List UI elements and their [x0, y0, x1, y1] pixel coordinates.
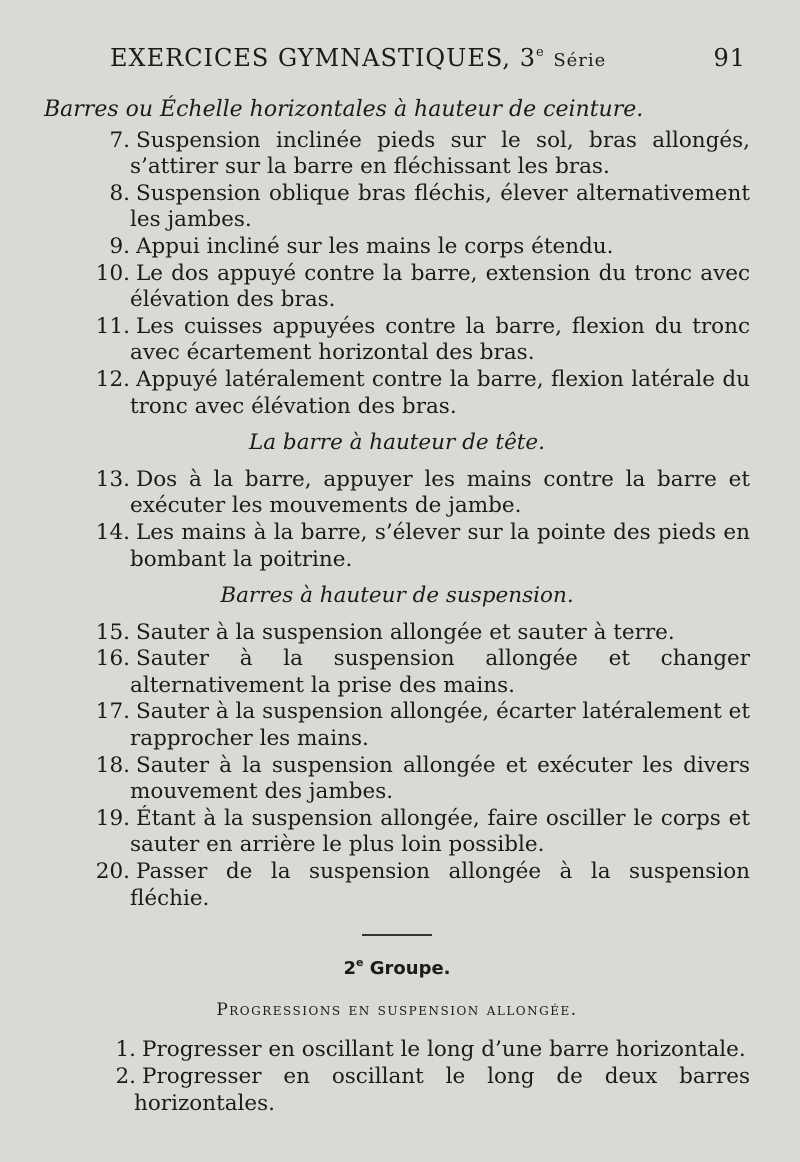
page-number: 91 [713, 44, 746, 72]
group-heading: 2e Groupe. [343, 956, 451, 980]
exercise-item: 18. Sauter à la suspension allongée et exécuter les divers mouvement des jambes. [95, 752, 750, 805]
exercise-list-ceinture [44, 128, 750, 421]
exercise-item: 7. Suspension inclinée pieds sur le sol, bras allongés, s’attirer sur la barre en fléchissant les bras. [109, 127, 750, 180]
progression-list [44, 1037, 750, 1117]
exercise-list-suspension [44, 620, 750, 913]
page-content [44, 97, 750, 1117]
exercise-item: 10. Le dos appuyé contre la barre, extension du tronc avec élévation des bras. [95, 260, 750, 313]
exercise-item: 19. Étant à la suspension allongée, faire osciller le corps et sauter en arrière le plus loin possible. [95, 805, 750, 858]
serie-label: Série [553, 50, 607, 71]
exercise-item: 17. Sauter à la suspension allongée, écarter latéralement et rapprocher les mains. [95, 699, 750, 752]
exercise-item: 16. Sauter à la suspension allongée et changer alternativement la prise des mains. [95, 646, 750, 698]
section-title-suspension: Barres à hauteur de suspension. [220, 583, 574, 609]
section-title-ceinture: Barres ou Échelle horizontales à hauteur de ceinture. [44, 97, 644, 122]
section-divider [362, 934, 432, 936]
exercise-item: 13. Dos à la barre, appuyer les mains contre la barre et exécuter les mouvements de jambe. [95, 466, 750, 519]
exercise-list-tete [44, 467, 750, 573]
exercise-item: 20. Passer de la suspension allongée à la suspension fléchie. [95, 859, 750, 911]
exercise-item: 15. Sauter à la suspension allongée et sauter à terre. [95, 619, 675, 645]
exercise-item: 12. Appuyé latéralement contre la barre, flexion latérale du tronc avec élévation des bras. [95, 366, 750, 419]
exercise-item: 9. Appui incliné sur les mains le corps étendu. [109, 233, 614, 259]
progression-item: 1. Progresser en oscillant le long d’une barre horizontale. [115, 1037, 746, 1063]
section-title-tete: La barre à hauteur de tête. [249, 430, 545, 456]
exercise-item: 8. Suspension oblique bras fléchis, élever alternativement les jambes. [109, 180, 750, 233]
running-title: EXERCICES GYMNASTIQUES, 3e Série [110, 44, 607, 72]
exercise-item: 11. Les cuisses appuyées contre la barre, flexion du tronc avec écartement horizontal des bras. [95, 313, 750, 366]
progression-item: 2. Progresser en oscillant le long de deux barres horizontales. [115, 1064, 750, 1116]
exercise-item: 14. Les mains à la barre, s’élever sur la pointe des pieds en bombant la poitrine. [95, 519, 750, 572]
running-header [110, 44, 746, 78]
progressions-title: Progressions en suspension allongée. [216, 999, 578, 1020]
